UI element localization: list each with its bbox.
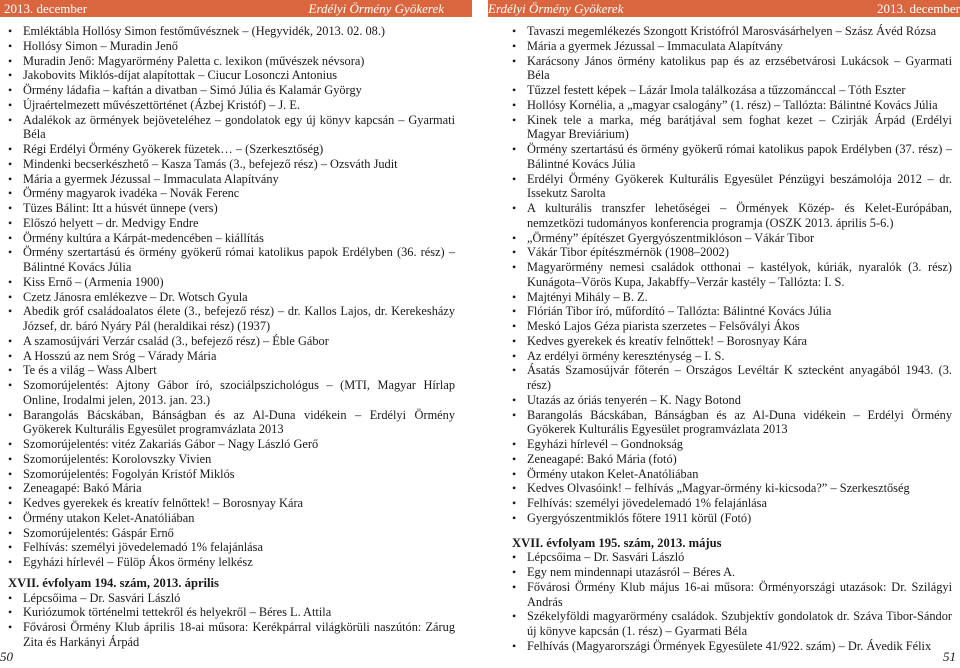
list-item: • Ásatás Szamosújvár főterén – Országos Levéltár K sztecként anyagából 1943. (3. rész) [512,363,952,393]
list-item: • Czetz Jánosra emlékezve – Dr. Wotsch Gyula [8,290,455,305]
right-section-title: XVII. évfolyam 195. szám, 2013. május [512,535,722,550]
header-right-bar [488,0,960,17]
list-item: • Muradin Jenő: Magyarörmény Paletta c. lexikon (művészek névsora) [8,54,455,69]
list-item: • Szomorújelentés: vitéz Zakariás Gábor – Nagy László Gerő [8,437,455,452]
list-item: • Vákár Tibor építészmérnök (1908–2002) [512,245,952,260]
list-item: • A Hosszú az nem Sróg – Várady Mária [8,349,455,364]
list-item: • Fővárosi Örmény Klub április 18-ai műsora: Kerékpárral világkörüli naszútón: Zárug Zita és Harkányi Árpád [8,620,455,650]
header-left-date: 2013. december [4,1,88,16]
list-item: • Felhívás: személyi jövedelemadó 1% felajánlása [8,540,455,555]
list-item: • Barangolás Bácskában, Bánságban és az Al-Duna vidékein – Erdélyi Örmény Gyökerek Kulturális Egyesület programvázlata 2013 [8,408,455,438]
list-item: • Kedves Olvasóink! – felhívás „Magyar-örmény ki-kicsoda?” – Szerkesztőség [512,481,952,496]
list-item: • Kinek tele a marka, még barátjával sem foghat kezet – Czirják Árpád (Erdélyi Magyar Breviárium) [512,113,952,143]
list-item: • Egyházi hírlevél – Fülöp Ákos örmény lelkész [8,555,455,570]
list-item: • Felhívás (Magyarországi Örmények Egyesülete 41/922. szám) – Dr. Ávedik Félix [512,639,952,654]
list-item: • Régi Erdélyi Örmény Gyökerek füzetek… – (Szerkesztőség) [8,142,455,157]
list-item: • Az erdélyi örmény kereszténység – I. S. [512,349,952,364]
list-item: • Örmény kultúra a Kárpát-medencében – kiállítás [8,231,455,246]
list-item: • Szomorújelentés: Korolovszky Vivien [8,452,455,467]
list-item: • Örmény utakon Kelet-Anatóliában [8,511,455,526]
list-item: • Barangolás Bácskában, Bánságban és az Al-Duna vidékein – Erdélyi Örmény Gyökerek Kulturális Egyesület programvázlata 2013 [512,408,952,438]
header-left-bar [0,0,472,17]
list-item: • Szomorújelentés: Gáspár Ernő [8,526,455,541]
left-item-list [8,24,455,570]
list-item: • Előszó helyett – dr. Medvigy Endre [8,216,455,231]
list-item: • Kedves gyerekek és kreatív felnőttek! – Borosnyay Kára [8,496,455,511]
list-item: • Örmény utakon Kelet-Anatóliában [512,467,952,482]
list-item: • Majtényi Mihály – B. Z. [512,290,952,305]
right-item-list [512,24,952,526]
list-item: • Erdélyi Örmény Gyökerek Kulturális Egyesület Pénzügyi beszámolója 2012 – dr. Issekutz Sarolta [512,172,952,202]
list-item: • Hollósy Kornélia, a „magyar csalogány” (1. rész) – Tallózta: Bálintné Kovács Júlia [512,98,952,113]
right-column [512,24,952,654]
list-item: • Mária a gyermek Jézussal – Immaculata Alapítvány [8,172,455,187]
list-item: • Te és a világ – Wass Albert [8,363,455,378]
header-left-title: Erdélyi Örmény Gyökerek [308,1,444,16]
list-item: • Lépcsőima – Dr. Sasvári László [512,550,952,565]
list-item: • Tűzzel festett képek – Lázár Imola találkozása a tűzzománccal – Tóth Eszter [512,83,952,98]
list-item: • Flórián Tibor író, műfordító – Tallózta: Bálintné Kovács Júlia [512,304,952,319]
list-item: • Zeneagapé: Bakó Mária (fotó) [512,452,952,467]
page-number-left: 50 [0,649,13,664]
list-item: • Magyarörmény nemesi családok otthonai – kastélyok, kúriák, nyaralók (3. rész) Kunágota–Vörös Kupa, Jakabffy–Verzár kastély – Tallózta: I. S. [512,260,952,290]
left-section-title: XVII. évfolyam 194. szám, 2013. április [8,575,219,590]
list-item: • Lépcsőima – Dr. Sasvári László [8,591,455,606]
header-right-date: 2013. december [876,1,960,16]
list-item: • Kedves gyerekek és kreatív felnőttek! – Borosnyay Kára [512,334,952,349]
list-item: • Örmény szertartású és örmény gyökerű római katolikus papok Erdélyben (36. rész) – Bálintné Kovács Júlia [8,245,455,275]
list-item: • Karácsony János örmény katolikus pap és az erzsébetvárosi Lukácsok – Gyarmati Béla [512,54,952,84]
list-item: • Tüzes Bálint: Itt a húsvét ünnepe (vers) [8,201,455,216]
list-item: • Újraértelmezett művészettörténet (Ázbej Kristóf) – J. E. [8,98,455,113]
list-item: • A kulturális transzfer lehetőségei – Örmények Közép- és Kelet-Európában, nemzetközi tudományos konferencia programja (OSZK 2013. április 5-6.) [512,201,952,231]
list-item: • Örmény magyarok ivadéka – Novák Ferenc [8,186,455,201]
list-item: • Szomorújelentés: Fogolyán Kristóf Miklós [8,467,455,482]
list-item: • Utazás az óriás tenyerén – K. Nagy Botond [512,393,952,408]
list-item: • A szamosújvári Verzár család (3., befejező rész) – Éble Gábor [8,334,455,349]
list-item: • Hollósy Simon – Muradin Jenő [8,39,455,54]
list-item: • Kiss Ernő – (Armenia 1900) [8,275,455,290]
list-item: • Örmény ládafia – kaftán a divatban – Simó Júlia és Kalamár György [8,83,455,98]
left-bottom-list [8,591,455,650]
list-item: • Emléktábla Hollósy Simon festőművésznek – (Hegyvidék, 2013. 02. 08.) [8,24,455,39]
list-item: • Mária a gyermek Jézussal – Immaculata Alapítvány [512,39,952,54]
right-bottom-list [512,550,952,653]
list-item: • Zeneagapé: Bakó Mária [8,481,455,496]
list-item: • Székelyföldi magyarörmény családok. Szubjektív gondolatok dr. Száva Tibor-Sándor új könyve kapcsán (1. rész) – Gyarmati Béla [512,609,952,639]
list-item: • Fővárosi Örmény Klub május 16-ai műsora: Örményországi utazások: Dr. Szilágyi András [512,580,952,610]
list-item: • Felhívás: személyi jövedelemadó 1% felajánlása [512,496,952,511]
list-item: • „Örmény” építészet Gyergyószentmiklóson – Vákár Tibor [512,231,952,246]
list-item: • Kuriózumok történelmi tettekről és helyekről – Béres L. Attila [8,605,455,620]
page-number-right: 51 [943,649,956,664]
list-item: • Adalékok az örmények bejöveteléhez – gondolatok egy új könyv kapcsán – Gyarmati Béla [8,113,455,143]
list-item: • Örmény szertartású és örmény gyökerű római katolikus papok Erdélyben (37. rész) – Bálintné Kovács Júlia [512,142,952,172]
list-item: • Tavaszi megemlékezés Szongott Kristófról Marosvásárhelyen – Szász Ávéd Rózsa [512,24,952,39]
list-item: • Meskó Lajos Géza piarista szerzetes – Felsővályi Ákos [512,319,952,334]
list-item: • Mindenki becserkészhető – Kasza Tamás (3., befejező rész) – Ozsváth Judit [8,157,455,172]
list-item: • Szomorújelentés: Ajtony Gábor író, szociálpszichológus – (MTI, Magyar Hírlap Online, Irodalmi jelen, 2013. jan. 23.) [8,378,455,408]
list-item: • Egy nem mindennapi utazásról – Béres A. [512,565,952,580]
left-column [8,24,455,650]
list-item: • Gyergyószentmiklós főtere 1911 körül (Fotó) [512,511,952,526]
list-item: • Egyházi hírlevél – Gondnokság [512,437,952,452]
header-right-title: Erdélyi Örmény Gyökerek [488,1,624,16]
list-item: • Abedik gróf családoalatos élete (3., befejező rész) – dr. Kallos Lajos, dr. Kerekesházy József, dr. báró Nyáry Pál (heraldikai rész) (1937) [8,304,455,334]
list-item: • Jakobovits Miklós-díjat alapítottak – Ciucur Losonczi Antonius [8,68,455,83]
